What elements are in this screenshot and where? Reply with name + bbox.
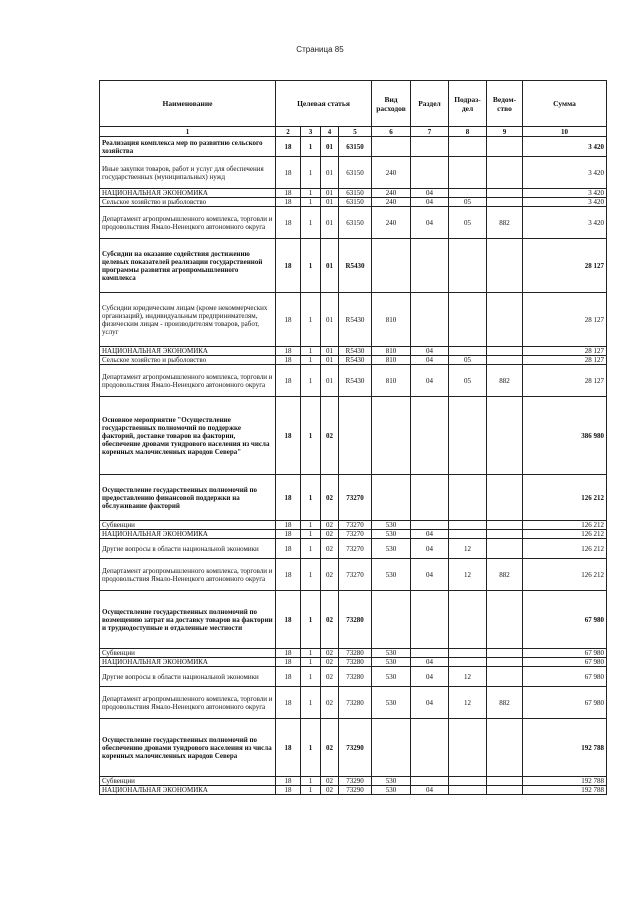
table-cell-sum: 28 127 — [523, 356, 607, 365]
table-cell-subprogram: 1 — [301, 786, 321, 795]
table-cell-sum: 192 788 — [523, 786, 607, 795]
table-cell-direction: 63150 — [339, 137, 372, 157]
table-cell-program: 18 — [276, 293, 301, 347]
table-cell-name: Субвенции — [100, 521, 276, 530]
table-cell-sum: 67 980 — [523, 649, 607, 658]
table-cell-name: НАЦИОНАЛЬНАЯ ЭКОНОМИКА — [100, 347, 276, 356]
table-cell-department: 882 — [487, 207, 523, 239]
table-cell-direction: 63150 — [339, 207, 372, 239]
table-cell-expense-type: 240 — [372, 198, 411, 207]
table-cell-name: Другие вопросы в области национальной экономики — [100, 539, 276, 559]
table-cell-main-event: 02 — [321, 719, 339, 777]
table-cell-main-event: 01 — [321, 157, 339, 189]
header-sum: Сумма — [523, 81, 607, 127]
table-cell-expense-type — [372, 239, 411, 293]
table-cell-department — [487, 591, 523, 649]
header-subsection: Подраз-дел — [449, 81, 487, 127]
table-row — [100, 475, 607, 521]
table-row — [100, 719, 607, 777]
table-cell-expense-type: 530 — [372, 521, 411, 530]
table-cell-main-event: 02 — [321, 475, 339, 521]
table-row — [100, 521, 607, 530]
table-cell-subsection: 05 — [449, 198, 487, 207]
table-row — [100, 539, 607, 559]
table-cell-subprogram: 1 — [301, 189, 321, 198]
table-cell-expense-type: 240 — [372, 207, 411, 239]
table-cell-main-event: 02 — [321, 658, 339, 667]
header-section: Раздел — [411, 81, 449, 127]
table-row — [100, 293, 607, 347]
table-cell-expense-type: 530 — [372, 667, 411, 687]
table-cell-subprogram: 1 — [301, 530, 321, 539]
table-cell-section: 04 — [411, 207, 449, 239]
table-row — [100, 347, 607, 356]
table-cell-sum: 126 212 — [523, 559, 607, 591]
table-cell-main-event: 02 — [321, 649, 339, 658]
table-row — [100, 530, 607, 539]
table-cell-section: 04 — [411, 530, 449, 539]
table-cell-name: Реализация комплекса мер по развитию сельского хозяйства — [100, 137, 276, 157]
column-number: 7 — [411, 127, 449, 137]
table-cell-sum: 3 420 — [523, 189, 607, 198]
table-cell-expense-type — [372, 475, 411, 521]
table-cell-main-event: 02 — [321, 530, 339, 539]
table-cell-sum: 192 788 — [523, 777, 607, 786]
column-number: 3 — [301, 127, 321, 137]
header-name: Наименование — [100, 81, 276, 127]
table-cell-subsection: 05 — [449, 356, 487, 365]
table-cell-subsection: 12 — [449, 559, 487, 591]
table-cell-department — [487, 777, 523, 786]
table-cell-subprogram: 1 — [301, 649, 321, 658]
table-cell-program: 18 — [276, 559, 301, 591]
table-cell-department — [487, 786, 523, 795]
table-row — [100, 687, 607, 719]
table-cell-subsection — [449, 475, 487, 521]
table-cell-subprogram: 1 — [301, 687, 321, 719]
table-row — [100, 207, 607, 239]
table-cell-sum: 67 980 — [523, 687, 607, 719]
table-cell-direction: R5430 — [339, 356, 372, 365]
table-cell-section — [411, 719, 449, 777]
table-cell-subsection — [449, 777, 487, 786]
table-cell-direction: R5430 — [339, 347, 372, 356]
table-cell-department: 882 — [487, 365, 523, 397]
table-row — [100, 137, 607, 157]
table-cell-sum: 67 980 — [523, 658, 607, 667]
table-cell-section — [411, 293, 449, 347]
table-cell-subprogram: 1 — [301, 365, 321, 397]
table-cell-direction — [339, 397, 372, 475]
table-cell-program: 18 — [276, 207, 301, 239]
table-cell-subprogram: 1 — [301, 559, 321, 591]
table-cell-direction: 63150 — [339, 198, 372, 207]
table-header-row — [100, 81, 607, 127]
table-cell-subprogram: 1 — [301, 293, 321, 347]
table-row — [100, 189, 607, 198]
table-cell-expense-type: 530 — [372, 530, 411, 539]
header-expense-type: Вид расходов — [372, 81, 411, 127]
table-cell-subsection — [449, 137, 487, 157]
table-cell-sum: 3 420 — [523, 137, 607, 157]
table-cell-main-event: 02 — [321, 539, 339, 559]
table-cell-subprogram: 1 — [301, 667, 321, 687]
table-cell-subsection — [449, 649, 487, 658]
table-cell-sum: 192 788 — [523, 719, 607, 777]
table-cell-subsection — [449, 530, 487, 539]
table-cell-program: 18 — [276, 198, 301, 207]
table-cell-subprogram: 1 — [301, 347, 321, 356]
table-cell-department — [487, 293, 523, 347]
table-cell-direction: 73280 — [339, 687, 372, 719]
table-cell-subsection — [449, 786, 487, 795]
table-cell-expense-type: 810 — [372, 347, 411, 356]
table-cell-direction: 73280 — [339, 658, 372, 667]
table-cell-direction: 73290 — [339, 786, 372, 795]
table-cell-program: 18 — [276, 777, 301, 786]
table-cell-sum: 3 420 — [523, 207, 607, 239]
table-cell-direction: 73290 — [339, 719, 372, 777]
table-cell-direction: R5430 — [339, 239, 372, 293]
table-cell-subsection: 12 — [449, 687, 487, 719]
table-cell-subsection: 05 — [449, 365, 487, 397]
table-cell-main-event: 01 — [321, 356, 339, 365]
table-row — [100, 397, 607, 475]
table-cell-department — [487, 539, 523, 559]
table-cell-program: 18 — [276, 667, 301, 687]
table-cell-subprogram: 1 — [301, 356, 321, 365]
table-cell-expense-type: 530 — [372, 658, 411, 667]
table-cell-department — [487, 475, 523, 521]
table-cell-expense-type — [372, 137, 411, 157]
table-cell-program: 18 — [276, 365, 301, 397]
table-cell-name: Иные закупки товаров, работ и услуг для обеспечения государственных (муниципальных) нужд — [100, 157, 276, 189]
table-cell-subsection — [449, 397, 487, 475]
table-cell-section: 04 — [411, 539, 449, 559]
table-cell-section — [411, 777, 449, 786]
column-number: 9 — [487, 127, 523, 137]
column-number: 8 — [449, 127, 487, 137]
table-cell-sum: 126 212 — [523, 539, 607, 559]
table-cell-program: 18 — [276, 157, 301, 189]
budget-table — [99, 80, 607, 795]
table-row — [100, 198, 607, 207]
column-number-row — [100, 127, 607, 137]
table-cell-sum: 28 127 — [523, 293, 607, 347]
table-cell-main-event: 01 — [321, 239, 339, 293]
table-cell-subprogram: 1 — [301, 239, 321, 293]
table-cell-sum: 3 420 — [523, 157, 607, 189]
table-cell-program: 18 — [276, 521, 301, 530]
table-cell-subsection — [449, 521, 487, 530]
table-cell-name: Департамент агропромышленного комплекса, торговли и продовольствия Ямало-Ненецкого автономного округа — [100, 559, 276, 591]
table-cell-name: НАЦИОНАЛЬНАЯ ЭКОНОМИКА — [100, 658, 276, 667]
table-cell-sum: 386 980 — [523, 397, 607, 475]
table-cell-sum: 28 127 — [523, 239, 607, 293]
table-cell-main-event: 02 — [321, 687, 339, 719]
table-cell-subprogram: 1 — [301, 198, 321, 207]
table-row — [100, 356, 607, 365]
table-cell-direction: R5430 — [339, 365, 372, 397]
table-cell-department — [487, 137, 523, 157]
table-cell-subsection — [449, 347, 487, 356]
table-cell-subprogram: 1 — [301, 397, 321, 475]
table-cell-program: 18 — [276, 591, 301, 649]
table-cell-subprogram: 1 — [301, 719, 321, 777]
table-cell-program: 18 — [276, 137, 301, 157]
table-cell-name: Субвенции — [100, 777, 276, 786]
table-cell-direction: 63150 — [339, 189, 372, 198]
table-cell-name: Департамент агропромышленного комплекса, торговли и продовольствия Ямало-Ненецкого автономного округа — [100, 207, 276, 239]
table-cell-name: Другие вопросы в области национальной экономики — [100, 667, 276, 687]
table-cell-section — [411, 137, 449, 157]
table-cell-main-event: 01 — [321, 365, 339, 397]
table-cell-subprogram: 1 — [301, 521, 321, 530]
table-cell-subsection: 12 — [449, 539, 487, 559]
table-cell-section: 04 — [411, 559, 449, 591]
table-cell-section: 04 — [411, 786, 449, 795]
column-number: 10 — [523, 127, 607, 137]
table-row — [100, 365, 607, 397]
table-row — [100, 157, 607, 189]
table-cell-direction: 73280 — [339, 591, 372, 649]
table-cell-section — [411, 239, 449, 293]
table-row — [100, 658, 607, 667]
table-cell-program: 18 — [276, 189, 301, 198]
table-cell-subsection — [449, 591, 487, 649]
table-cell-direction: 73270 — [339, 559, 372, 591]
table-cell-subprogram: 1 — [301, 591, 321, 649]
column-number: 2 — [276, 127, 301, 137]
table-cell-subsection — [449, 293, 487, 347]
table-row — [100, 667, 607, 687]
table-cell-department — [487, 397, 523, 475]
table-cell-expense-type: 810 — [372, 365, 411, 397]
table-cell-main-event: 01 — [321, 207, 339, 239]
table-cell-direction: R5430 — [339, 293, 372, 347]
table-cell-section — [411, 521, 449, 530]
table-cell-section: 04 — [411, 189, 449, 198]
table-cell-name: Осуществление государственных полномочий по предоставлению финансовой поддержки на обслуживание факторий — [100, 475, 276, 521]
table-cell-department — [487, 719, 523, 777]
table-cell-department — [487, 356, 523, 365]
table-cell-direction: 73270 — [339, 530, 372, 539]
table-cell-expense-type: 530 — [372, 777, 411, 786]
table-cell-program: 18 — [276, 539, 301, 559]
table-cell-subprogram: 1 — [301, 475, 321, 521]
table-cell-sum: 3 420 — [523, 198, 607, 207]
table-cell-expense-type: 530 — [372, 786, 411, 795]
table-cell-name: Сельское хозяйство и рыболовство — [100, 198, 276, 207]
table-cell-program: 18 — [276, 356, 301, 365]
table-cell-subsection — [449, 239, 487, 293]
table-cell-sum: 126 212 — [523, 475, 607, 521]
table-cell-section: 04 — [411, 347, 449, 356]
table-cell-sum: 28 127 — [523, 365, 607, 397]
table-cell-section: 04 — [411, 356, 449, 365]
table-cell-subprogram: 1 — [301, 658, 321, 667]
table-cell-department — [487, 198, 523, 207]
page-number-label: Страница 85 — [296, 45, 344, 54]
table-row — [100, 786, 607, 795]
table-cell-section — [411, 157, 449, 189]
column-number: 1 — [100, 127, 276, 137]
column-number: 5 — [339, 127, 372, 137]
table-cell-program: 18 — [276, 687, 301, 719]
table-cell-main-event: 02 — [321, 786, 339, 795]
table-cell-subsection: 05 — [449, 207, 487, 239]
table-row — [100, 649, 607, 658]
table-cell-sum: 67 980 — [523, 667, 607, 687]
table-cell-program: 18 — [276, 475, 301, 521]
table-cell-name: Основное мероприятие "Осуществление государственных полномочий по поддержке факторий, доставке товаров на фактории, обеспечение дровами тундрового населения из числа коренных малочисленных народов Севера" — [100, 397, 276, 475]
table-cell-department: 882 — [487, 559, 523, 591]
table-cell-name: Сельское хозяйство и рыболовство — [100, 356, 276, 365]
table-cell-sum: 67 980 — [523, 591, 607, 649]
table-cell-sum: 126 212 — [523, 530, 607, 539]
table-cell-department — [487, 521, 523, 530]
table-cell-main-event: 01 — [321, 189, 339, 198]
table-cell-subprogram: 1 — [301, 137, 321, 157]
table-cell-expense-type: 240 — [372, 189, 411, 198]
table-cell-name: Субвенции — [100, 649, 276, 658]
table-cell-section — [411, 591, 449, 649]
table-row — [100, 591, 607, 649]
table-cell-name: Субсидии на оказание содействия достижению целевых показателей реализации государственной программы развития агропромышленного комплекса — [100, 239, 276, 293]
table-body — [100, 137, 607, 795]
table-cell-main-event: 01 — [321, 198, 339, 207]
table-cell-expense-type: 810 — [372, 356, 411, 365]
table-cell-subsection — [449, 189, 487, 198]
table-cell-program: 18 — [276, 658, 301, 667]
table-cell-expense-type: 240 — [372, 157, 411, 189]
table-cell-name: НАЦИОНАЛЬНАЯ ЭКОНОМИКА — [100, 786, 276, 795]
table-cell-expense-type: 810 — [372, 293, 411, 347]
table-cell-main-event: 01 — [321, 293, 339, 347]
table-cell-main-event: 02 — [321, 559, 339, 591]
table-cell-program: 18 — [276, 649, 301, 658]
table-cell-main-event: 01 — [321, 137, 339, 157]
table-cell-subprogram: 1 — [301, 157, 321, 189]
table-cell-expense-type: 530 — [372, 559, 411, 591]
table-cell-name: Осуществление государственных полномочий по возмещению затрат на доставку товаров на фактории и труднодоступные и отдаленные местности — [100, 591, 276, 649]
table-cell-name: НАЦИОНАЛЬНАЯ ЭКОНОМИКА — [100, 189, 276, 198]
column-number: 6 — [372, 127, 411, 137]
table-cell-subprogram: 1 — [301, 207, 321, 239]
table-cell-department — [487, 157, 523, 189]
table-cell-name: Субсидии юридическим лицам (кроме некоммерческих организаций), индивидуальным предпринимателям, физическим лицам - производителям товаров, работ, услуг — [100, 293, 276, 347]
table-cell-expense-type — [372, 591, 411, 649]
table-cell-subprogram: 1 — [301, 539, 321, 559]
table-cell-expense-type: 530 — [372, 687, 411, 719]
table-cell-expense-type: 530 — [372, 649, 411, 658]
table-cell-department — [487, 239, 523, 293]
table-cell-department — [487, 347, 523, 356]
table-cell-section: 04 — [411, 667, 449, 687]
table-cell-expense-type: 530 — [372, 539, 411, 559]
table-cell-direction: 73270 — [339, 521, 372, 530]
header-department: Ведом-ство — [487, 81, 523, 127]
table-cell-main-event: 02 — [321, 521, 339, 530]
table-cell-department — [487, 658, 523, 667]
table-cell-name: Осуществление государственных полномочий по обеспечению дровами тундрового населения из числа коренных малочисленных народов Севера — [100, 719, 276, 777]
table-cell-direction: 63150 — [339, 157, 372, 189]
table-row — [100, 239, 607, 293]
table-cell-department — [487, 189, 523, 198]
table-cell-main-event: 02 — [321, 397, 339, 475]
table-cell-program: 18 — [276, 347, 301, 356]
table-cell-program: 18 — [276, 239, 301, 293]
table-cell-section — [411, 475, 449, 521]
table-cell-program: 18 — [276, 530, 301, 539]
table-cell-subsection: 12 — [449, 667, 487, 687]
table-cell-expense-type — [372, 719, 411, 777]
table-cell-department — [487, 649, 523, 658]
table-cell-section: 04 — [411, 687, 449, 719]
table-cell-name: НАЦИОНАЛЬНАЯ ЭКОНОМИКА — [100, 530, 276, 539]
table-cell-subsection — [449, 658, 487, 667]
table-cell-sum: 126 212 — [523, 521, 607, 530]
table-cell-direction: 73270 — [339, 475, 372, 521]
table-row — [100, 559, 607, 591]
table-cell-main-event: 02 — [321, 777, 339, 786]
table-cell-main-event: 02 — [321, 591, 339, 649]
table-cell-subsection — [449, 157, 487, 189]
table-cell-direction: 73290 — [339, 777, 372, 786]
table-cell-section: 04 — [411, 658, 449, 667]
table-cell-subsection — [449, 719, 487, 777]
table-cell-direction: 73280 — [339, 667, 372, 687]
table-row — [100, 777, 607, 786]
table-cell-direction: 73280 — [339, 649, 372, 658]
table-cell-department — [487, 530, 523, 539]
table-cell-program: 18 — [276, 786, 301, 795]
table-cell-section: 04 — [411, 365, 449, 397]
table-cell-sum: 28 127 — [523, 347, 607, 356]
table-cell-section: 04 — [411, 198, 449, 207]
table-cell-name: Департамент агропромышленного комплекса, торговли и продовольствия Ямало-Ненецкого автономного округа — [100, 687, 276, 719]
table-cell-department: 882 — [487, 687, 523, 719]
table-cell-program: 18 — [276, 719, 301, 777]
table-cell-subprogram: 1 — [301, 777, 321, 786]
table-cell-direction: 73270 — [339, 539, 372, 559]
table-cell-expense-type — [372, 397, 411, 475]
table-cell-section — [411, 649, 449, 658]
table-cell-name: Департамент агропромышленного комплекса, торговли и продовольствия Ямало-Ненецкого автономного округа — [100, 365, 276, 397]
header-target-article: Целевая статья — [276, 81, 372, 127]
table-cell-section — [411, 397, 449, 475]
column-number: 4 — [321, 127, 339, 137]
table-cell-department — [487, 667, 523, 687]
table-cell-main-event: 01 — [321, 347, 339, 356]
table-cell-main-event: 02 — [321, 667, 339, 687]
table-cell-program: 18 — [276, 397, 301, 475]
